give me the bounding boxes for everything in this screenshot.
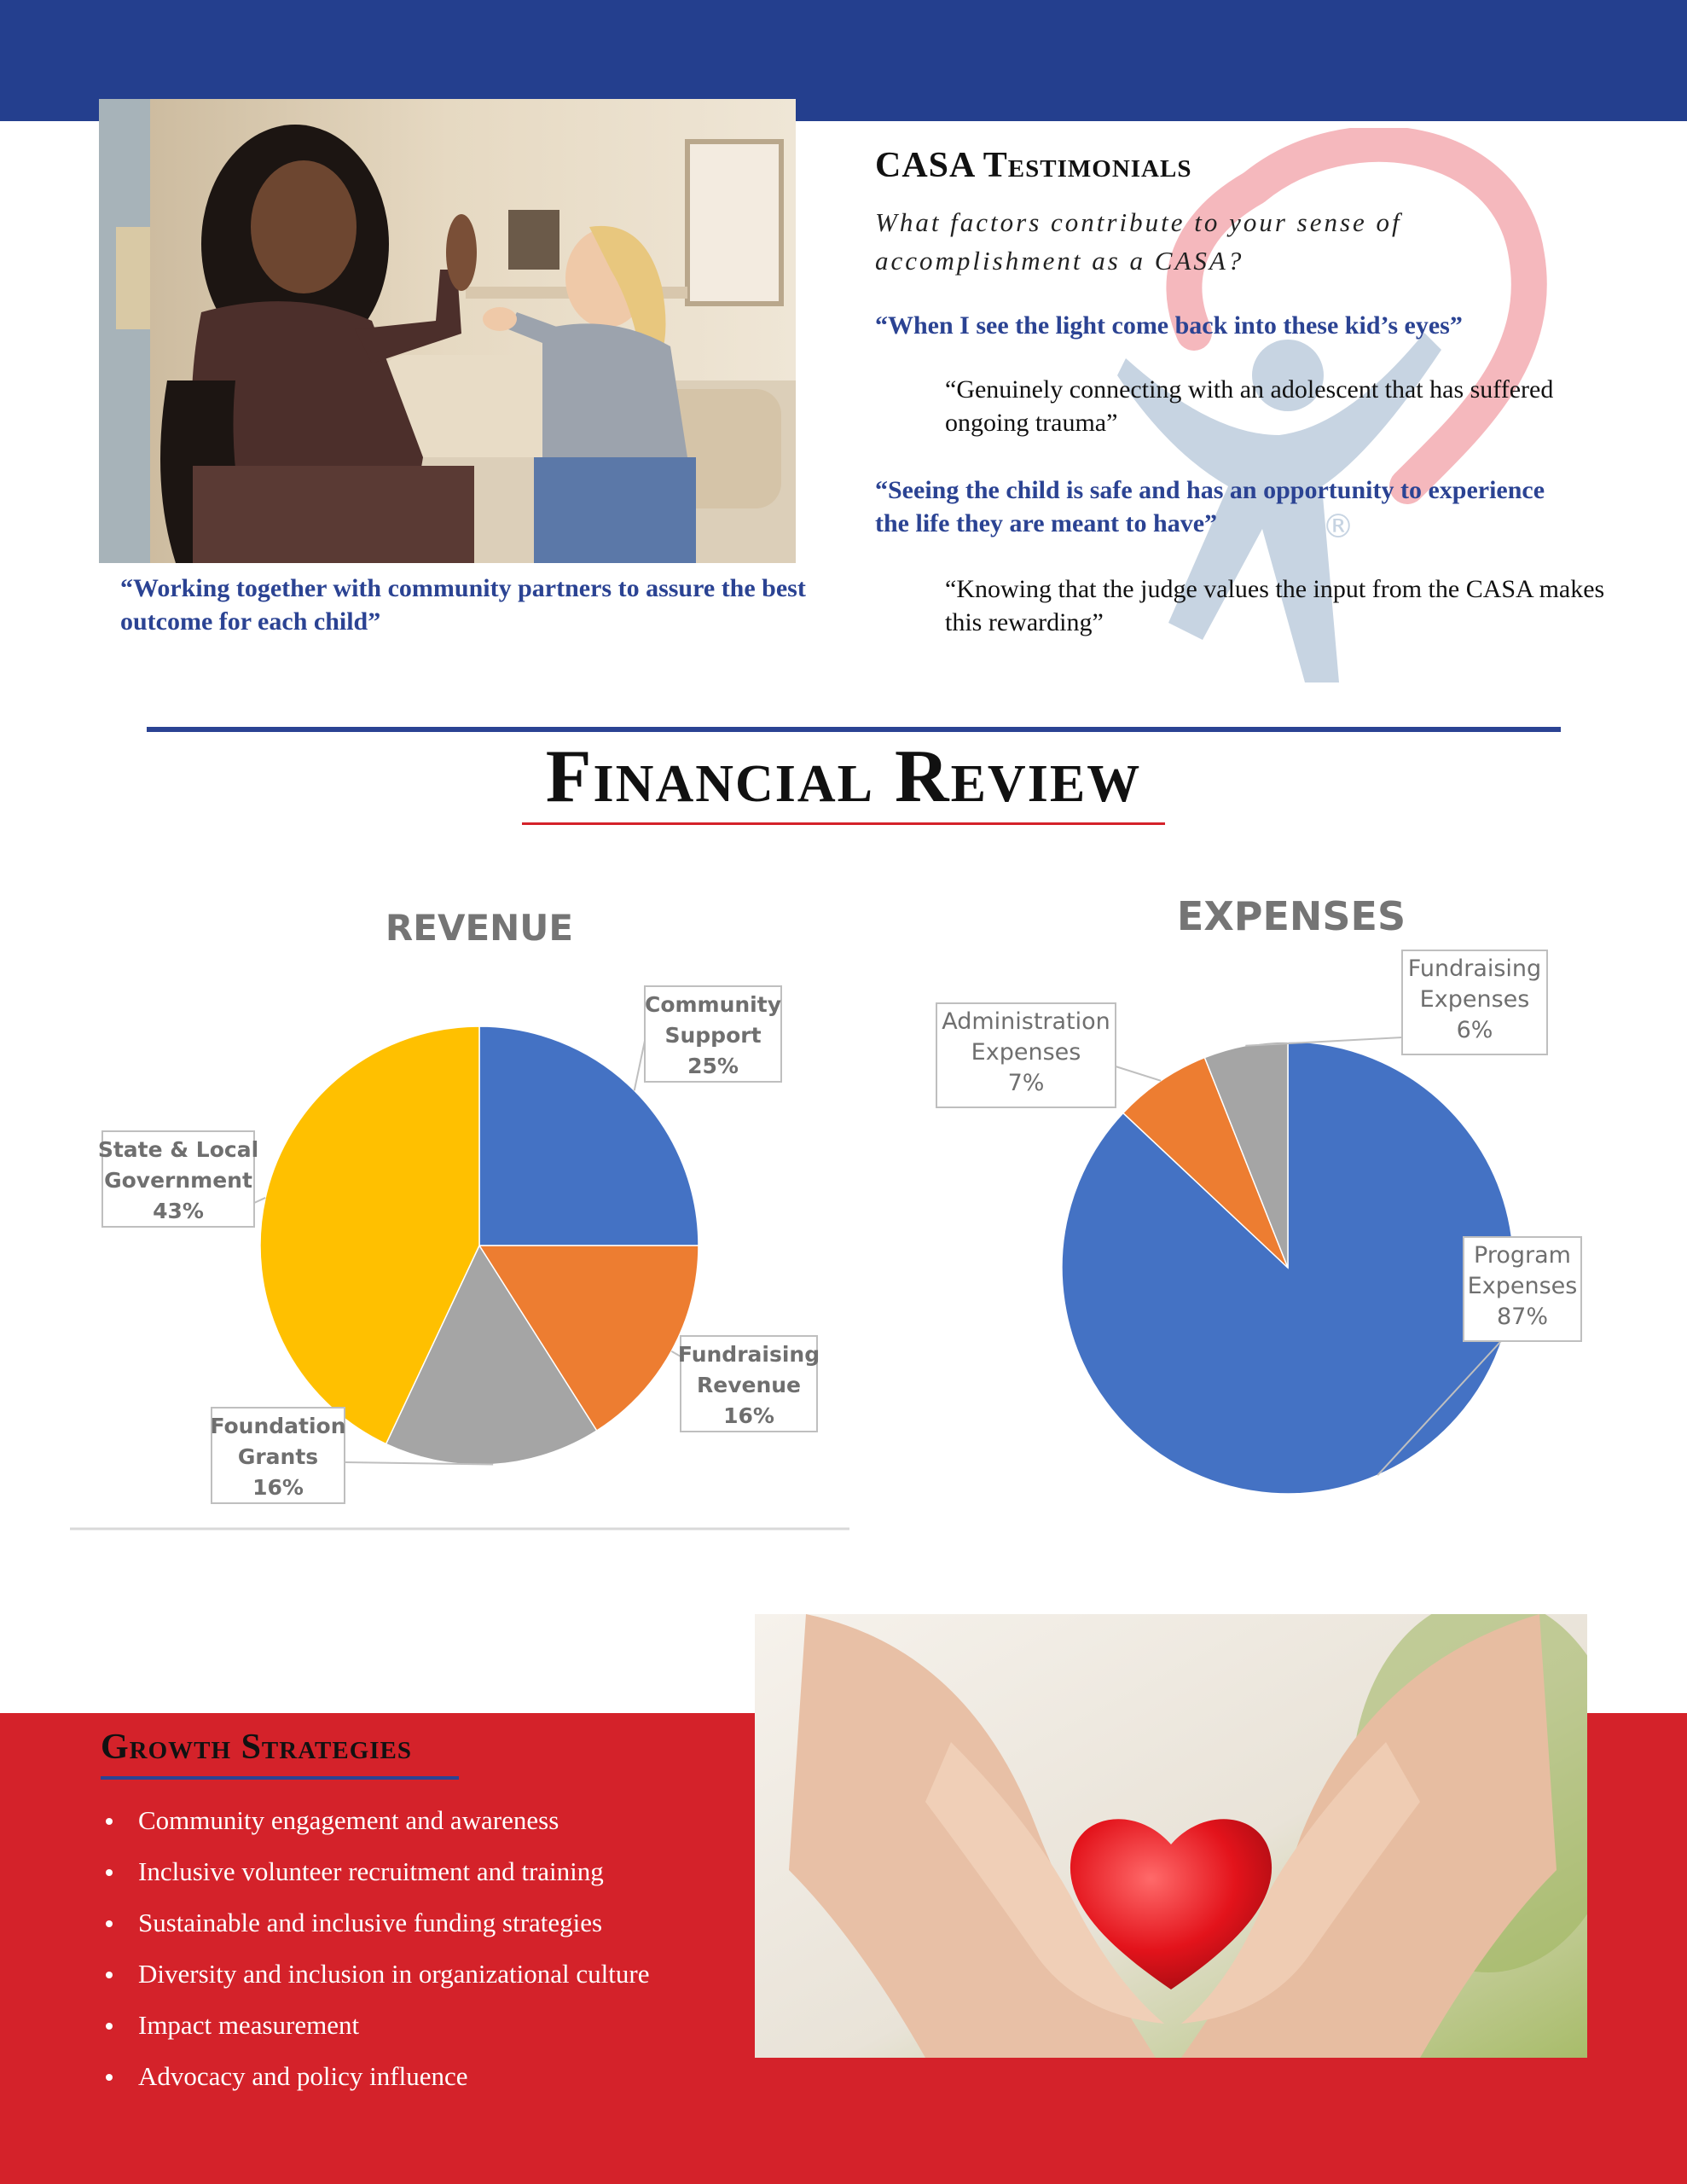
registered-mark: ®: [1322, 508, 1354, 545]
data-label: Community: [644, 992, 782, 1017]
chart-title: REVENUE: [385, 907, 574, 949]
list-item: Inclusive volunteer recruitment and training: [101, 1846, 649, 1897]
photo-caption: “Working together with community partners to assure the best outcome for each child”: [120, 574, 806, 636]
data-label: 7%: [1007, 1070, 1045, 1096]
testimonial-quote: “Genuinely connecting with an adolescent that has suffered ongoing trauma”: [945, 375, 1554, 437]
callout-leader: [635, 1041, 645, 1090]
data-label: State & Local: [97, 1137, 259, 1162]
data-label: 6%: [1456, 1017, 1493, 1043]
testimonial-quote: “Seeing the child is safe and has an opportunity to experience the life they are meant to have”: [875, 476, 1545, 537]
list-item: Impact measurement: [101, 2000, 649, 2051]
data-label: Grants: [237, 1444, 319, 1469]
data-label: Fundraising: [1407, 956, 1542, 982]
data-label: Fundraising: [677, 1342, 820, 1367]
data-label: Foundation: [210, 1414, 346, 1438]
chart-title: EXPENSES: [1176, 893, 1406, 939]
data-label: Revenue: [696, 1373, 802, 1397]
list-item: Sustainable and inclusive funding strategies: [101, 1897, 649, 1949]
section-divider: [147, 727, 1561, 732]
testimonials-question: What factors contribute to your sense of accomplishment as a CASA?: [875, 207, 1402, 276]
data-label: Expenses: [1467, 1273, 1578, 1299]
data-label: Government: [104, 1168, 252, 1193]
list-item: Advocacy and policy influence: [101, 2051, 649, 2102]
growth-title: Growth Strategies: [101, 1728, 413, 1767]
data-label: Expenses: [971, 1039, 1081, 1066]
list-item: Community engagement and awareness: [101, 1795, 649, 1846]
growth-strategies-list: [101, 1795, 649, 2102]
testimonials-title: CASA Testimonials: [875, 146, 1192, 185]
testimonial-quote: “Knowing that the judge values the input from the CASA makes this rewarding”: [945, 575, 1605, 636]
data-label: Expenses: [1419, 986, 1530, 1013]
data-label: 25%: [687, 1054, 739, 1078]
testimonial-quote: “When I see the light come back into these kid’s eyes”: [875, 311, 1463, 340]
expenses-chart: [904, 879, 1638, 1536]
data-label: 87%: [1496, 1304, 1549, 1330]
pie-slices: [1062, 1042, 1514, 1494]
data-label: 43%: [153, 1199, 204, 1223]
growth-title-underline: [101, 1776, 459, 1780]
revenue-chart: [51, 879, 870, 1536]
data-label: Program: [1474, 1242, 1571, 1269]
data-label: Administration: [942, 1008, 1110, 1035]
data-label: 16%: [252, 1475, 304, 1500]
pie-slices: [260, 1026, 699, 1465]
data-label: 16%: [723, 1403, 774, 1428]
list-item: Diversity and inclusion in organizational culture: [101, 1949, 649, 2000]
title-underline: [522, 822, 1165, 825]
data-label: Support: [664, 1023, 762, 1048]
callout-leader: [254, 1198, 265, 1203]
hands-heart-photo: [755, 1614, 1587, 2058]
volunteer-child-photo: [99, 99, 796, 563]
financial-review-title: Financial Review: [545, 735, 1142, 818]
callout-leader: [1116, 1066, 1161, 1081]
